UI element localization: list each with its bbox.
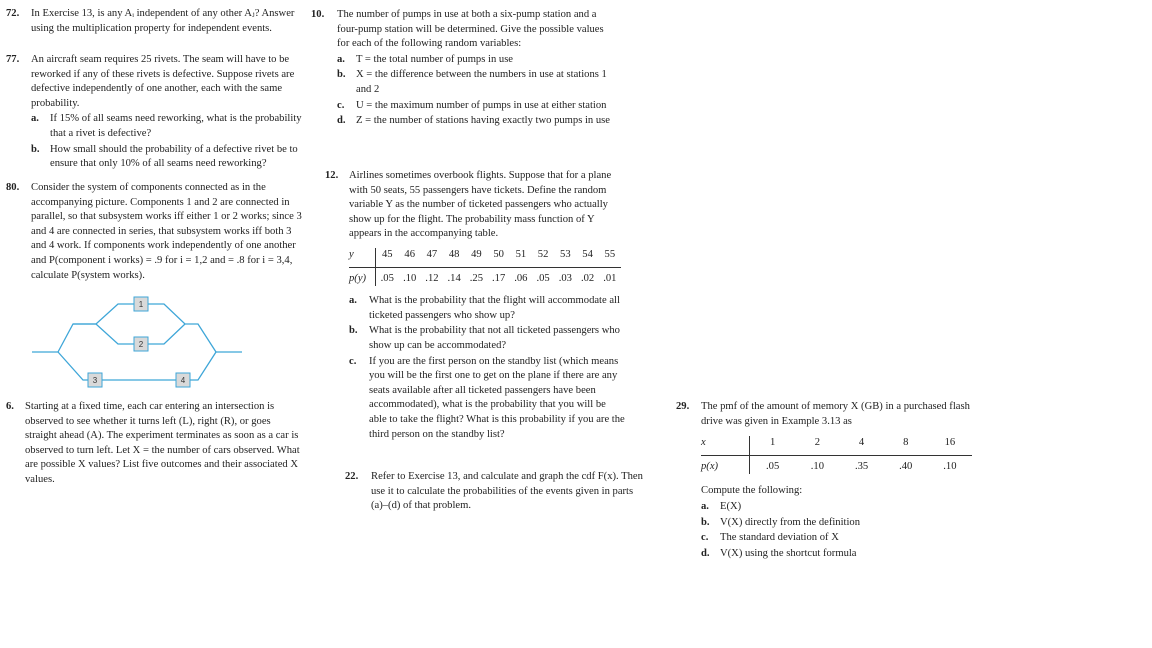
part-c bbox=[311, 99, 611, 114]
part-label: b. bbox=[31, 143, 40, 155]
table-cell-y: 54 bbox=[582, 248, 593, 260]
exercise-72 bbox=[6, 7, 304, 36]
table-cell-y: 53 bbox=[560, 248, 571, 260]
part-label: b. bbox=[349, 325, 358, 337]
exercise-text: The number of pumps in use at both a six-pump station and a four-pump station will be determined. Give the possible values for each of the following random variables: bbox=[337, 9, 604, 50]
part-c bbox=[676, 531, 976, 546]
part-b bbox=[676, 516, 976, 531]
table-cell-y: 52 bbox=[537, 248, 549, 260]
part-text: U = the maximum number of pumps in use at either station bbox=[356, 99, 607, 111]
part-d bbox=[311, 114, 611, 129]
part-label: a. bbox=[31, 113, 39, 125]
table-cell-y: 47 bbox=[426, 248, 438, 260]
table-cell-px: .40 bbox=[884, 455, 928, 474]
table-cell-x: 4 bbox=[858, 437, 865, 449]
part-text: X = the difference between the numbers in use at stations 1 and 2 bbox=[356, 69, 607, 95]
table-cell-y: 51 bbox=[515, 248, 527, 260]
part-text: V(X) directly from the definition bbox=[720, 516, 861, 528]
exercise-text: In Exercise 13, is any Aᵢ independent of any other Aⱼ? Answer using the multiplication property for independent events. bbox=[31, 8, 295, 34]
component-label-4: 4 bbox=[180, 376, 186, 385]
table-cell-py: .02 bbox=[576, 267, 598, 286]
component-label-3: 3 bbox=[92, 376, 98, 385]
part-c bbox=[325, 355, 625, 443]
table-cell-py: .17 bbox=[488, 267, 510, 286]
part-text: What is the probability that the flight will accommodate all ticketed passengers who show up? bbox=[369, 295, 620, 321]
part-label: a. bbox=[349, 295, 357, 307]
part-label: c. bbox=[701, 532, 709, 544]
exercise-77 bbox=[6, 53, 304, 172]
exercise-number: 12. bbox=[325, 170, 339, 181]
table-cell-px: .05 bbox=[750, 455, 796, 474]
part-label: d. bbox=[337, 115, 346, 127]
exercise-80 bbox=[6, 181, 304, 283]
exercise-number: 80. bbox=[6, 182, 20, 193]
component-label-1: 1 bbox=[138, 300, 144, 309]
table-cell-y: 45 bbox=[381, 248, 393, 260]
part-b bbox=[311, 68, 611, 97]
part-a bbox=[676, 500, 976, 515]
table-cell-py: .12 bbox=[421, 267, 443, 286]
compute-intro: Compute the following: bbox=[701, 485, 803, 497]
table-cell-y: 48 bbox=[448, 248, 460, 260]
exercise-number: 6. bbox=[6, 401, 14, 412]
row-label-py: p(y) bbox=[349, 267, 376, 286]
table-cell-x: 2 bbox=[814, 437, 821, 449]
table-cell-px: .35 bbox=[839, 455, 883, 474]
part-text: E(X) bbox=[720, 500, 742, 512]
part-b bbox=[6, 143, 304, 172]
exercise-22 bbox=[345, 470, 645, 514]
exercise-text: An aircraft seam requires 25 rivets. The seam will have to be reworked if any of these rivets is defective. Suppose rivets are defective independently of one another, each with the same probability. bbox=[31, 54, 295, 109]
pmf-table-y bbox=[349, 248, 621, 286]
table-cell-py: .14 bbox=[443, 267, 465, 286]
part-text: The standard deviation of X bbox=[720, 532, 839, 544]
exercise-12 bbox=[325, 169, 625, 442]
table-cell-y: 50 bbox=[493, 248, 504, 260]
exercise-6 bbox=[6, 400, 304, 488]
part-a bbox=[6, 112, 304, 141]
table-cell-y: 46 bbox=[404, 248, 415, 260]
table-cell-px: .10 bbox=[795, 455, 839, 474]
part-a bbox=[311, 53, 611, 68]
part-label: b. bbox=[337, 69, 346, 81]
table-cell-px: .10 bbox=[928, 455, 972, 474]
table-cell-x: 16 bbox=[944, 437, 956, 449]
exercise-29 bbox=[676, 400, 976, 561]
row-label-x: x bbox=[701, 436, 750, 455]
exercise-text: Consider the system of components connected as in the accompanying picture. Components 1 and 2 are connected in parallel, so that subsystem works iff either 1 or 2 works; since 3 and 4 are connected in series, that subsystem works iff both 3 and 4 work. If components work independently of one another and P(component i works) = .9 for i = 1,2 and = .8 for i = 3,4, calculate P(system works). bbox=[31, 182, 302, 281]
part-label: c. bbox=[337, 99, 345, 111]
exercise-number: 10. bbox=[311, 9, 325, 20]
exercise-number: 29. bbox=[676, 401, 690, 412]
part-label: a. bbox=[337, 53, 345, 65]
part-label: b. bbox=[701, 516, 710, 528]
system-diagram bbox=[28, 292, 248, 392]
part-text: What is the probability that not all ticketed passengers who show up can be accommodated? bbox=[369, 325, 620, 351]
row-label-y: y bbox=[349, 248, 376, 267]
part-text: How small should the probability of a defective rivet be to ensure that only 10% of all seams need reworking? bbox=[50, 143, 298, 170]
part-d bbox=[676, 547, 976, 562]
exercise-text: Airlines sometimes overbook flights. Suppose that for a plane with 50 seats, 55 passengers have tickets. Define the random variable Y as the number of ticketed passengers who actually show up for the flight. The probability mass function of Y appears in the accompanying table. bbox=[349, 170, 612, 240]
table-cell-py: .05 bbox=[532, 267, 554, 286]
part-label: c. bbox=[349, 355, 357, 367]
table-cell-x: 1 bbox=[770, 437, 776, 449]
exercise-number: 77. bbox=[6, 54, 20, 65]
table-cell-y: 55 bbox=[604, 248, 616, 260]
part-text: T = the total number of pumps in use bbox=[356, 53, 514, 65]
exercise-text: Refer to Exercise 13, and calculate and graph the cdf F(x). Then use it to calculate the probabilities of the events given in parts (a)–(d) of that problem. bbox=[371, 471, 643, 512]
part-text: If 15% of all seams need reworking, what is the probability that a rivet is defective? bbox=[50, 113, 302, 139]
table-cell-y: 49 bbox=[471, 248, 482, 260]
part-text: V(X) using the shortcut formula bbox=[720, 547, 857, 559]
row-label-px: p(x) bbox=[701, 455, 750, 474]
part-label: d. bbox=[701, 547, 710, 559]
part-text: If you are the first person on the standby list (which means you will be the first one to get on the plane if there are any seats available after all ticketed passengers have been accommodated), what is the probability that you will be able to take the flight? What is this probability if you are the third person on the standby list? bbox=[369, 355, 625, 440]
exercise-number: 72. bbox=[6, 8, 20, 19]
component-label-2: 2 bbox=[138, 340, 144, 349]
exercise-text: Starting at a fixed time, each car entering an intersection is observed to see whether it turns left (L), right (R), or goes straight ahead (A). The experiment terminates as soon as a car is observed to turn left. Let X = the number of cars observed. What are possible X values? List five outcomes and their associated X values. bbox=[25, 401, 300, 485]
table-cell-py: .06 bbox=[510, 267, 532, 286]
part-label: a. bbox=[701, 500, 709, 512]
exercise-text: The pmf of the amount of memory X (GB) in a purchased flash drive was given in Example 3.13 as bbox=[701, 401, 970, 427]
part-a bbox=[325, 294, 625, 323]
pmf-table-x bbox=[701, 436, 972, 474]
table-cell-py: .01 bbox=[599, 267, 621, 286]
part-text: Z = the number of stations having exactly two pumps in use bbox=[356, 115, 611, 127]
table-cell-py: .03 bbox=[554, 267, 576, 286]
table-cell-x: 8 bbox=[903, 437, 909, 449]
table-cell-py: .10 bbox=[399, 267, 421, 286]
table-cell-py: .05 bbox=[376, 267, 399, 286]
table-cell-py: .25 bbox=[465, 267, 487, 286]
exercise-number: 22. bbox=[345, 471, 359, 482]
exercise-10 bbox=[311, 8, 611, 129]
part-b bbox=[325, 324, 625, 353]
